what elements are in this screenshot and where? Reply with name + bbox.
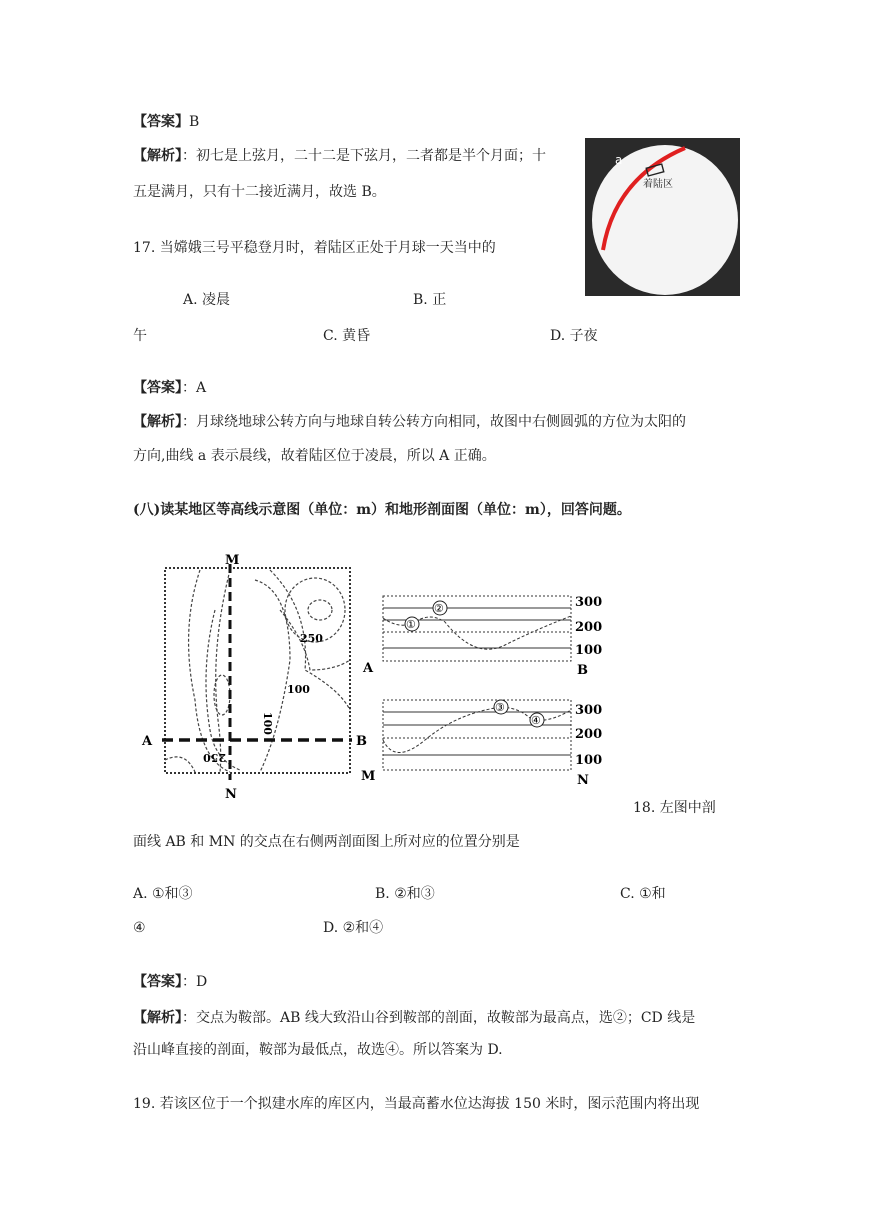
profile-charts: [355, 590, 615, 790]
bottom-profile-frame: [383, 700, 571, 770]
analysis-text: ：初七是上弦月，二十二是下弦月，二者都是半个月面；十: [182, 148, 546, 164]
q16-analysis: [133, 146, 546, 166]
contour-line: [206, 610, 240, 770]
label-n: N: [225, 787, 237, 800]
bottom-profile-left: M: [361, 769, 376, 784]
answer-value: ：A: [182, 380, 207, 396]
analysis-label: 【解析】: [133, 414, 182, 430]
q17-option-b-cont: 午: [133, 328, 147, 344]
q17-analysis-line2: 方向,曲线 a 表示晨线，故着陆区位于凌晨，所以 A 正确。: [133, 448, 496, 464]
moon-figure: [585, 138, 740, 296]
marker-4-label: ④: [531, 714, 541, 727]
contour-value: 250: [203, 751, 226, 764]
q18-option-c-cont: ④: [133, 920, 146, 936]
answer-value: B: [189, 114, 200, 130]
contour-value: 250: [300, 632, 323, 645]
top-profile-left: A: [363, 661, 374, 676]
q17-stem: 17. 当嫦娥三号平稳登月时，着陆区正处于月球一天当中的: [133, 240, 496, 256]
contour-line: [165, 757, 195, 772]
bottom-profile-curve: [383, 707, 571, 752]
contour-line: [308, 600, 332, 620]
analysis-text: ：月球绕地球公转方向与地球自转公转方向相同，故图中右侧圆弧的方位为太阳的: [182, 414, 686, 430]
marker-3-label: ③: [495, 701, 505, 714]
q18-answer: [133, 972, 207, 992]
q18-analysis: [133, 1008, 695, 1028]
label-b: B: [356, 734, 367, 749]
answer-value: ：D: [182, 974, 208, 990]
q19-stem: 19. 若该区位于一个拟建水库的库区内，当最高蓄水位达海拔 150 米时，图示范围内将出现: [133, 1096, 700, 1112]
q18-option-b: B. ②和③: [375, 886, 435, 902]
answer-label: 【答案】: [133, 114, 189, 130]
marker-2-label: ②: [434, 602, 444, 615]
q18-option-d: D. ②和④: [323, 920, 384, 936]
q17-answer: [133, 378, 206, 398]
q18-option-a: A. ①和③: [133, 886, 193, 902]
q18-stem-tail: 18. 左图中剖: [633, 800, 716, 816]
q16-analysis-line2: 五是满月，只有十二接近满月，故选 B。: [133, 184, 386, 200]
contour-value: 100: [287, 683, 310, 696]
tick-label: 100: [575, 753, 603, 768]
q18-option-c: C. ①和: [620, 886, 666, 902]
answer-label: 【答案】: [133, 380, 182, 396]
contour-map: [140, 550, 380, 800]
tick-label: 300: [575, 703, 603, 718]
moon-disc: [592, 145, 738, 295]
map-frame: [165, 568, 350, 773]
q17-option-d: D. 子夜: [550, 328, 598, 344]
label-a: A: [142, 734, 153, 749]
tick-label: 300: [575, 595, 603, 610]
analysis-label: 【解析】: [133, 148, 182, 164]
q18-analysis-line2: 沿山峰直接的剖面，鞍部为最低点，故选④。所以答案为 D.: [133, 1042, 503, 1058]
tick-label: 100: [575, 643, 603, 658]
section-heading: (八)读某地区等高线示意图（单位：m）和地形剖面图（单位：m），回答问题。: [133, 502, 631, 518]
q17-analysis: [133, 412, 686, 432]
top-profile-right: B: [577, 663, 588, 678]
analysis-text: ：交点为鞍部。AB 线大致沿山谷到鞍部的剖面，故鞍部为最高点，选②；CD 线是: [182, 1010, 696, 1026]
analysis-label: 【解析】: [133, 1010, 182, 1026]
q17-option-b: B. 正: [413, 292, 447, 308]
q17-option-c: C. 黄昏: [323, 328, 371, 344]
answer-label: 【答案】: [133, 974, 182, 990]
q18-stem-line2: 面线 AB 和 MN 的交点在右侧两剖面图上所对应的位置分别是: [133, 834, 520, 850]
tick-label: 200: [575, 727, 603, 742]
marker-1-label: ①: [406, 618, 416, 631]
bottom-profile-right: N: [577, 773, 589, 788]
q17-option-a: A. 凌晨: [183, 292, 231, 308]
curve-label: a: [615, 153, 623, 167]
contour-line: [255, 580, 290, 772]
q16-answer: [133, 112, 199, 132]
landing-zone-label: 着陆区: [643, 179, 673, 190]
label-m: M: [225, 553, 240, 568]
contour-value: 100: [261, 712, 274, 735]
tick-label: 200: [575, 620, 603, 635]
